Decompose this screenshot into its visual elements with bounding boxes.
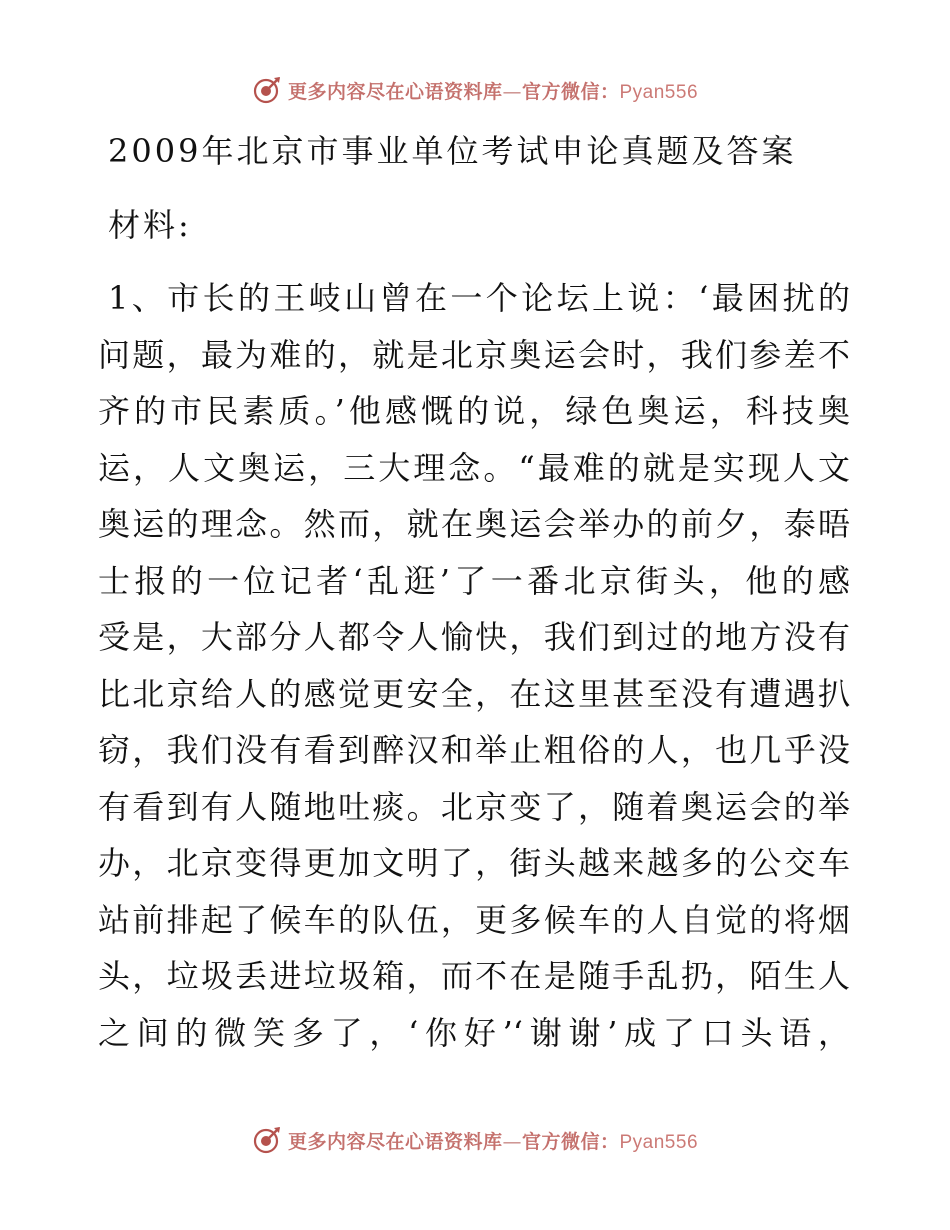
watermark-text [288,77,698,104]
paragraph-line: 有看到有人随地吐痰。北京变了，随着奥运会的举 [98,787,850,826]
paragraph-line: 窃，我们没有看到醉汉和举止粗俗的人，也几乎没 [98,731,850,769]
paragraph-line: 站前排起了候车的队伍，更多候车的人自觉的将烟 [98,900,850,939]
paragraph-line: 受是，大部分人都令人愉快，我们到过的地方没有 [98,618,850,656]
watermark-account: Pyan556 [619,1131,699,1153]
paragraph-line: 头，垃圾丢进垃圾箱，而不在是随手乱扔，陌生人 [98,957,850,995]
watermark-main-text: 更多内容尽在心语资料库 [287,1130,503,1153]
watermark-main-text: 更多内容尽在心语资料库 [287,80,503,103]
section-label: 材料: [108,206,192,244]
watermark-header [0,70,950,110]
paragraph-line: 1、市长的王岐山曾在一个论坛上说：‘最困扰的 [108,279,850,317]
paragraph-line: 办，北京变得更加文明了，街头越来越多的公交车 [98,844,850,882]
paragraph-line: 奥运的理念。然而，就在奥运会举办的前夕，泰晤 [98,505,850,543]
watermark-official-label: 官方微信： [521,80,620,103]
material-paragraph [98,270,858,1061]
watermark-separator: — [502,80,522,103]
watermark-text [288,1127,698,1154]
watermark-official-label: 官方微信： [521,1130,620,1153]
quill-circle-icon [252,1125,282,1155]
watermark-separator: — [502,1130,522,1153]
document-title: 2009年北京市事业单位考试申论真题及答案 [108,132,797,170]
paragraph-line: 之间的微笑多了，‘你好’‘谢谢’成了口头语， [98,1013,850,1052]
paragraph-line: 运，人文奥运，三大理念。“最难的就是实现人文 [98,448,850,487]
paragraph-line: 士报的一位记者‘乱逛’了一番北京街头，他的感 [98,561,850,600]
paragraph-line: 比北京给人的感觉更安全，在这里甚至没有遭遇扒 [98,674,850,713]
paragraph-line: 齐的市民素质。’他感慨的说，绿色奥运，科技奥 [98,392,850,430]
quill-circle-icon [252,75,282,105]
watermark-footer [0,1120,950,1160]
watermark-account: Pyan556 [619,81,699,103]
paragraph-line: 问题，最为难的，就是北京奥运会时，我们参差不 [98,335,850,374]
